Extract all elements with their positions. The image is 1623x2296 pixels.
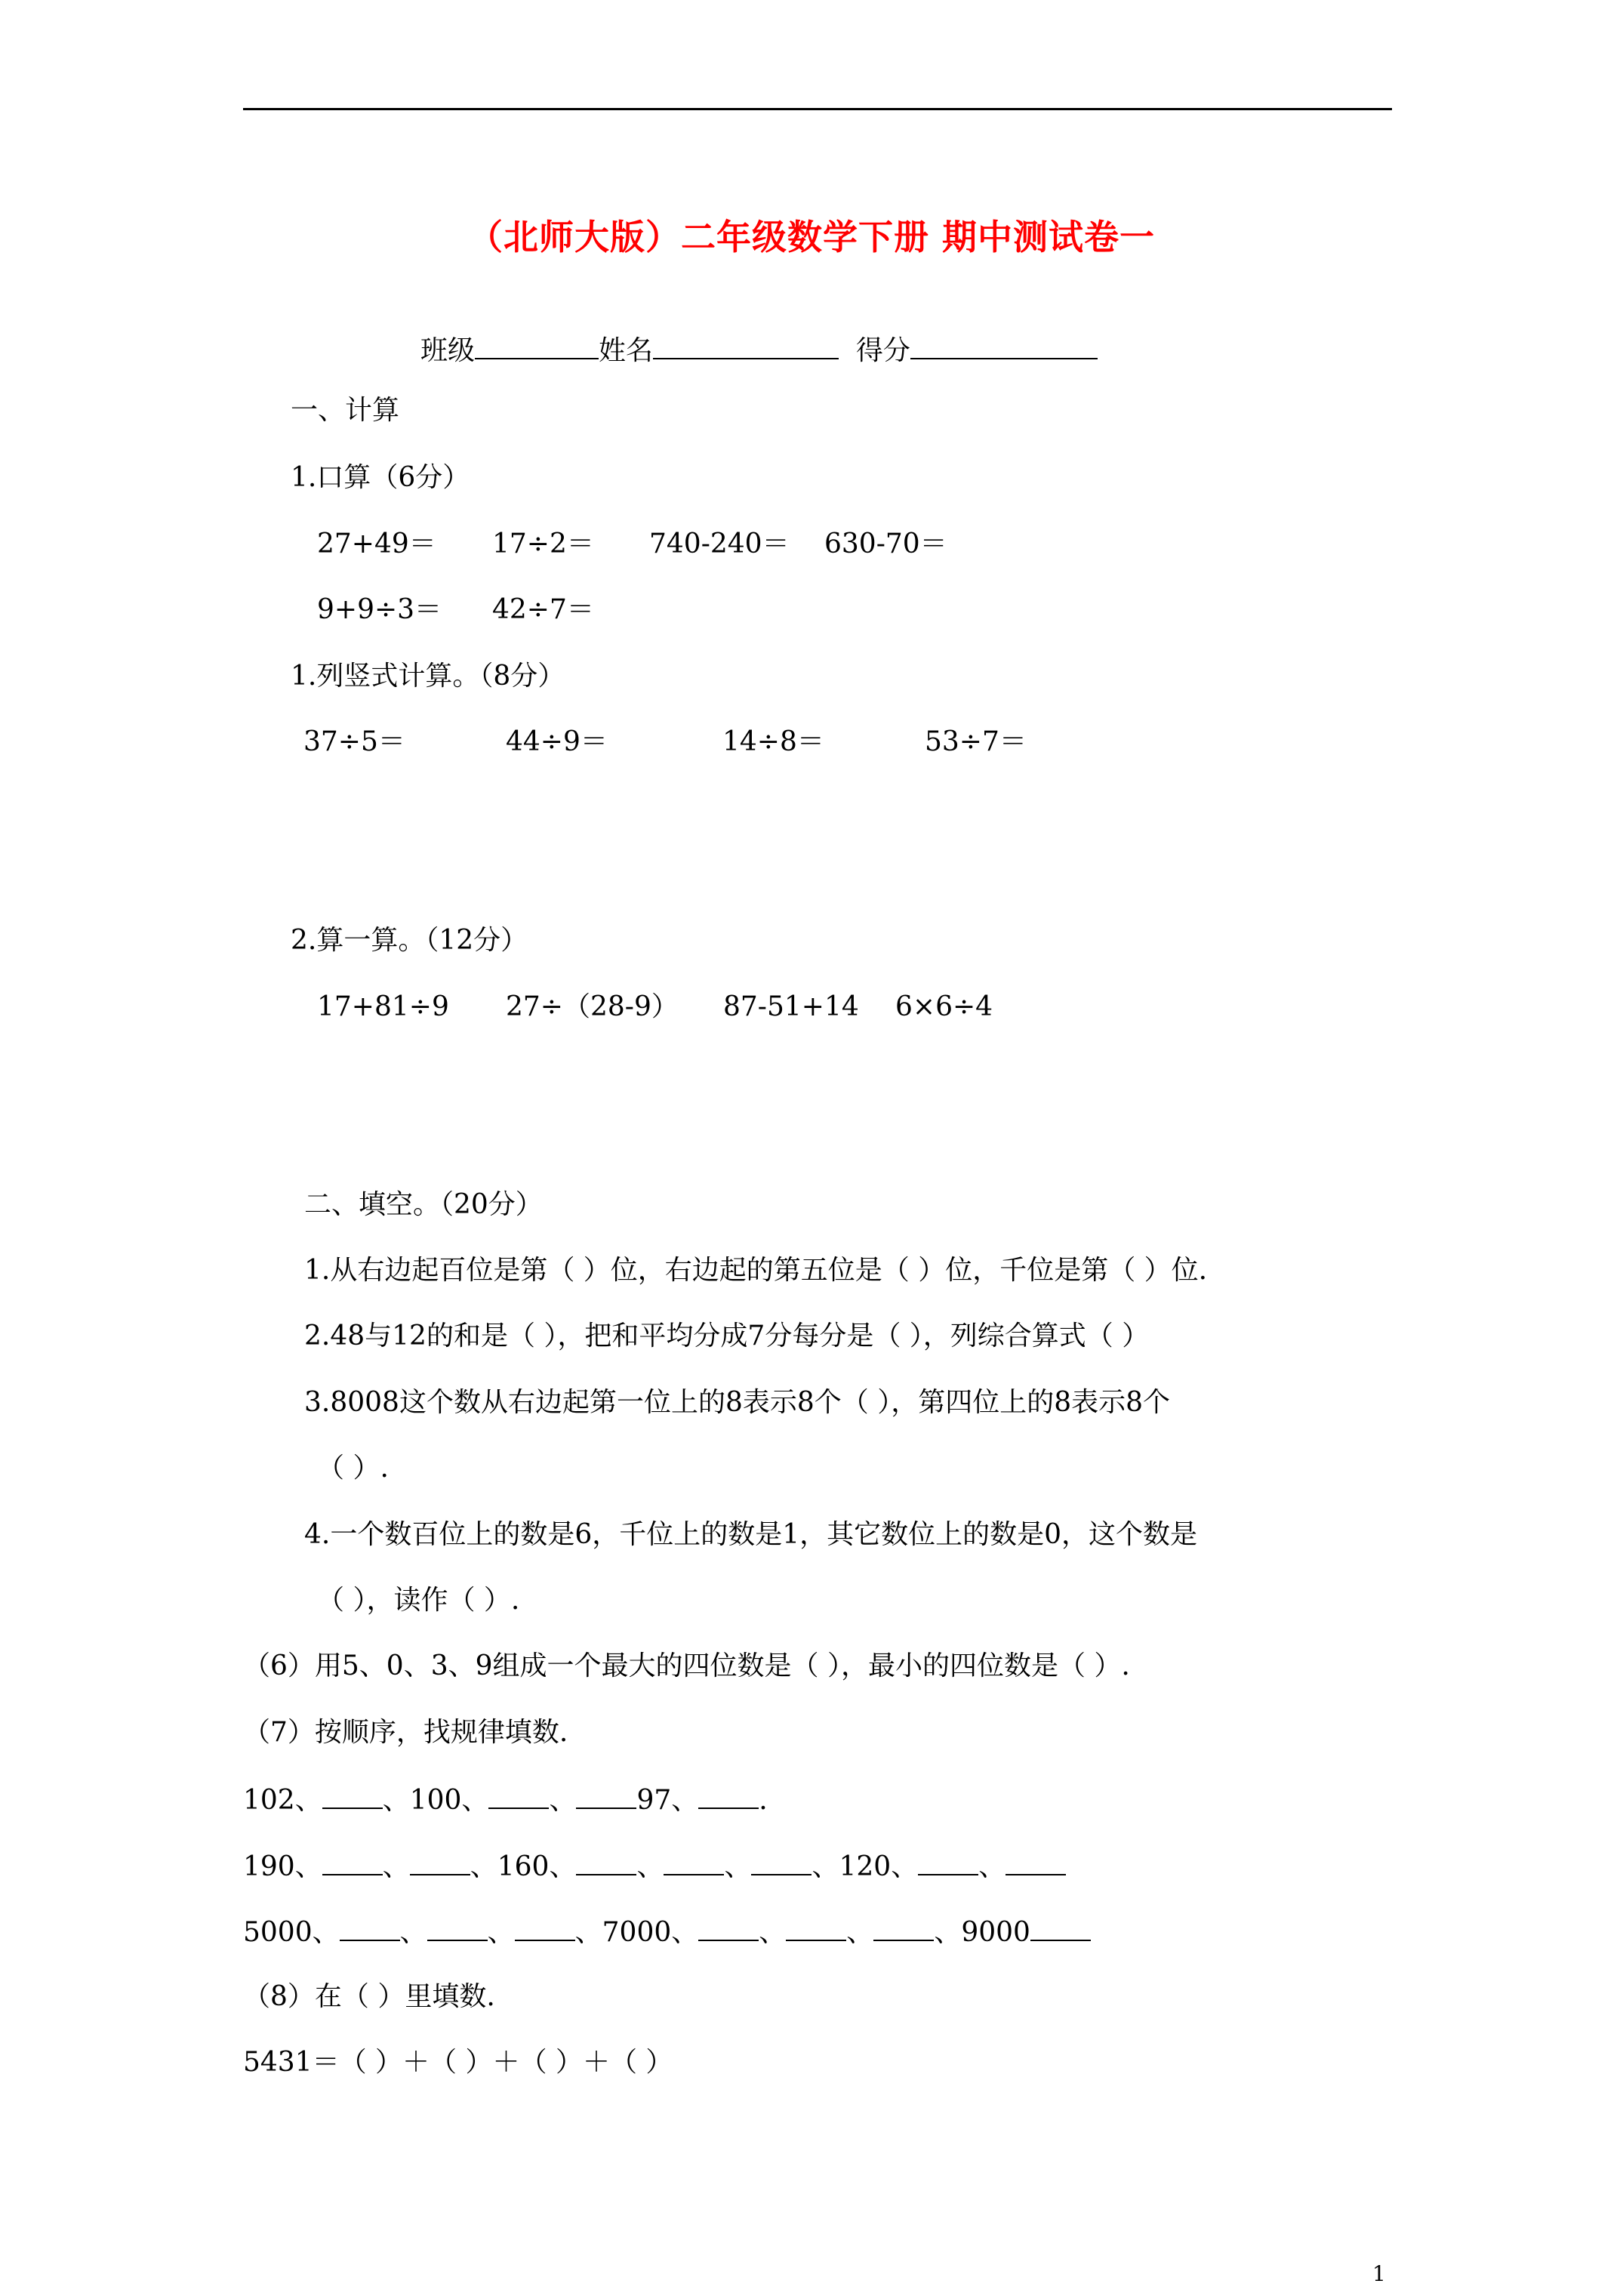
score-blank[interactable] xyxy=(910,335,1098,359)
q8-label: （8）在（ ）里填数. xyxy=(243,1981,495,2012)
seq-text: 、7000、 xyxy=(574,1917,699,1948)
info-line xyxy=(420,335,1098,365)
fill-line-3-cont: （ ）. xyxy=(317,1453,389,1484)
q1-item: 42÷7＝ xyxy=(492,594,594,625)
seq-text: 、 xyxy=(846,1917,874,1948)
seq-text: 、120、 xyxy=(812,1851,919,1882)
seq-text: . xyxy=(759,1785,768,1816)
seq-blank[interactable] xyxy=(322,1785,383,1809)
seq-blank[interactable] xyxy=(515,1917,575,1941)
seq-text: 、 xyxy=(399,1917,427,1948)
section2-heading: 二、填空。（20分） xyxy=(304,1189,543,1220)
seq-blank[interactable] xyxy=(1030,1917,1091,1941)
q2-item: 53÷7＝ xyxy=(925,726,1027,757)
q8-expression: 5431＝（ ）＋（ ）＋（ ）＋（ ） xyxy=(243,2047,673,2078)
seq-blank[interactable] xyxy=(322,1851,383,1875)
seq-blank[interactable] xyxy=(751,1851,812,1875)
seq-text: 、 xyxy=(549,1785,577,1816)
seq-text: 、 xyxy=(978,1851,1006,1882)
seq-text: 97、 xyxy=(636,1785,699,1816)
seq-blank[interactable] xyxy=(576,1785,636,1809)
name-label: 姓名 xyxy=(599,335,654,366)
q1-item: 27+49＝ xyxy=(317,529,436,559)
q2-label: 1.列竖式计算。（8分） xyxy=(291,661,565,692)
q1-label: 1.口算（6分） xyxy=(291,462,470,493)
seq-blank[interactable] xyxy=(698,1917,759,1941)
fill-line-4-cont: （ ），读作（ ）. xyxy=(317,1585,520,1616)
seq-text: 、100、 xyxy=(382,1785,489,1816)
sequence-row-1 xyxy=(243,1785,768,1814)
fill-line-2: 2.48与12的和是（ ），把和平均分成7分每分是（ ），列综合算式（ ） xyxy=(304,1321,1150,1351)
sequence-row-2 xyxy=(243,1851,1066,1881)
sequence-row-3 xyxy=(243,1917,1091,1946)
section1-heading: 一、计算 xyxy=(291,395,400,426)
seq-text: 102、 xyxy=(243,1785,322,1816)
q3-item: 87-51+14 xyxy=(723,991,859,1022)
seq-text: 、 xyxy=(724,1851,752,1882)
seq-blank[interactable] xyxy=(410,1851,470,1875)
header-rule xyxy=(243,108,1392,110)
q2-item: 37÷5＝ xyxy=(303,726,405,757)
q1-item: 740-240＝ xyxy=(649,529,790,559)
q1-item: 630-70＝ xyxy=(824,529,947,559)
class-label: 班级 xyxy=(420,335,476,366)
seq-text: 、 xyxy=(636,1851,664,1882)
seq-text: 、 xyxy=(487,1917,515,1948)
seq-blank[interactable] xyxy=(918,1851,978,1875)
seq-blank[interactable] xyxy=(340,1917,400,1941)
seq-blank[interactable] xyxy=(664,1851,724,1875)
q3-item: 6×6÷4 xyxy=(895,991,993,1022)
seq-blank[interactable] xyxy=(873,1917,934,1941)
fill-line-3: 3.8008这个数从右边起第一位上的8表示8个（ ），第四位上的8表示8个 xyxy=(304,1387,1171,1418)
seq-text: 190、 xyxy=(243,1851,322,1882)
seq-blank[interactable] xyxy=(786,1917,846,1941)
page-number: 1 xyxy=(1372,2261,1386,2286)
seq-text: 、160、 xyxy=(470,1851,577,1882)
seq-blank[interactable] xyxy=(427,1917,488,1941)
seq-blank[interactable] xyxy=(1006,1851,1066,1875)
q2-item: 14÷8＝ xyxy=(722,726,824,757)
q3-label: 2.算一算。（12分） xyxy=(291,925,528,956)
fill-line-4: 4.一个数百位上的数是6，千位上的数是1，其它数位上的数是0，这个数是 xyxy=(304,1519,1198,1550)
seq-text: 、 xyxy=(759,1917,787,1948)
q1-item: 9+9÷3＝ xyxy=(317,594,442,625)
class-blank[interactable] xyxy=(475,335,599,359)
seq-text: 、 xyxy=(382,1851,410,1882)
seq-blank[interactable] xyxy=(576,1851,636,1875)
score-label: 得分 xyxy=(855,335,910,366)
seq-blank[interactable] xyxy=(698,1785,759,1809)
page-title: （北师大版）二年级数学下册 期中测试卷一 xyxy=(467,217,1155,257)
fill-line-1: 1.从右边起百位是第（ ）位，右边起的第五位是（ ）位，千位是第（ ）位. xyxy=(304,1255,1208,1286)
name-blank[interactable] xyxy=(653,335,839,359)
fill-line-6: （6）用5、0、3、9组成一个最大的四位数是（ ），最小的四位数是（ ）. xyxy=(243,1650,1130,1681)
seq-text: 、9000 xyxy=(934,1917,1030,1948)
seq-blank[interactable] xyxy=(488,1785,549,1809)
fill-line-7: （7）按顺序，找规律填数. xyxy=(243,1717,568,1748)
q3-item: 27÷（28-9） xyxy=(506,991,679,1022)
q1-item: 17÷2＝ xyxy=(492,529,594,559)
q2-item: 44÷9＝ xyxy=(506,726,608,757)
seq-text: 5000、 xyxy=(243,1917,340,1948)
q3-item: 17+81÷9 xyxy=(317,991,449,1022)
